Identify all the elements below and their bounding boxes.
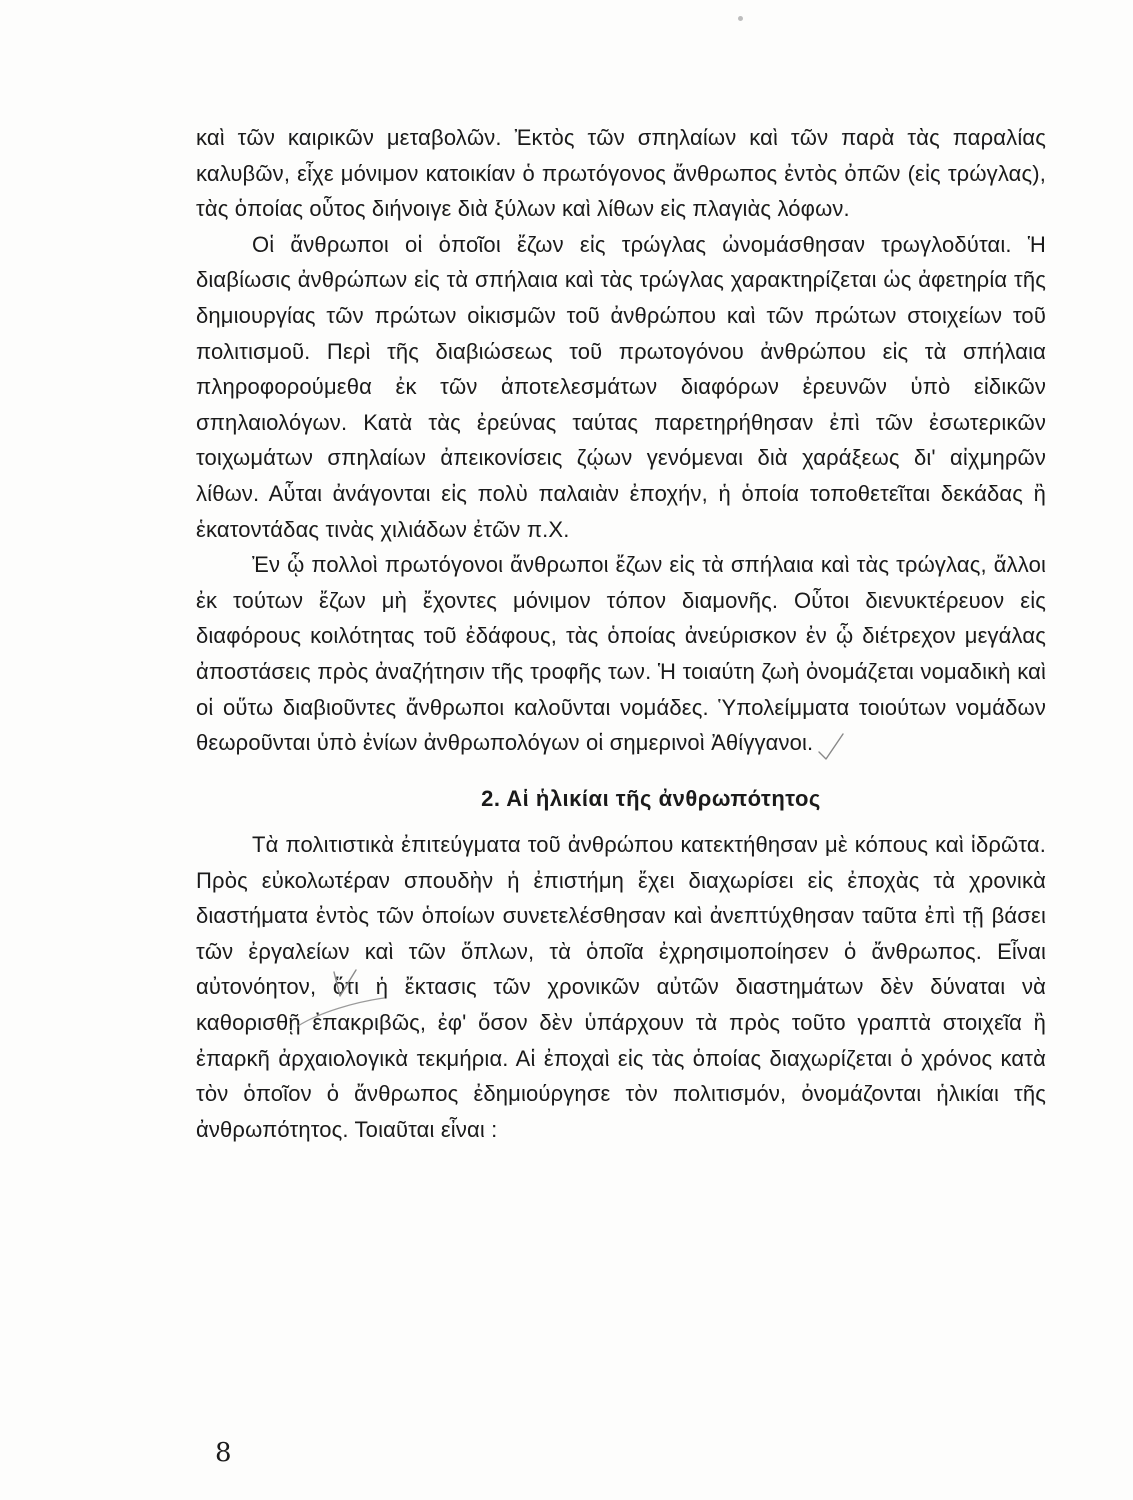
section-heading: 2. Αἱ ἡλικίαι τῆς ἀνθρωπότητος xyxy=(481,786,821,812)
paragraph-2: Οἱ ἄνθρωποι οἱ ὁποῖοι ἔζων εἰς τρώγλας ὠνομάσθησαν τρωγλοδύται. Ἡ διαβίωσις ἀνθρώπων εἰς τὰ σπήλαια καὶ τὰς τρώγλας χαρακτηρίζεται ὡς ἀφετηρία τῆς δημιουργίας τῶν πρώτων οἰκισμῶν τοῦ ἀνθρώπου καὶ τῶν πρώτων στοιχείων τοῦ πολιτισμοῦ. Περὶ τῆς διαβιώσεως τοῦ πρωτογόνου ἀνθρώπου εἰς τὰ σπήλαια πληροφορούμεθα ἐκ τῶν ἀποτελεσμάτων διαφόρων ἐρευνῶν ὑπὸ εἰδικῶν σπηλαιολόγων. Κατὰ τὰς ἐρεύνας ταύτας παρετηρήθησαν ἐπὶ τῶν ἐσωτερικῶν τοιχωμάτων σπηλαίων ἀπεικονίσεις ζῴων γενόμεναι διὰ χαράξεως δι' αἰχμηρῶν λίθων. Αὗται ἀνάγονται εἰς πολὺ παλαιὰν ἐποχήν, ἡ ὁποία τοποθετεῖται δεκάδας ἢ ἑκατοντάδας τινὰς χιλιάδων ἐτῶν π.Χ. xyxy=(196,231,1046,542)
checkmark-icon xyxy=(817,732,847,762)
section-paragraph-1: Τὰ πολιτιστικὰ ἐπιτεύγματα τοῦ ἀνθρώπου κατεκτήθησαν μὲ κόπους καὶ ἱδρῶτα. Πρὸς εὐκολωτέραν σπουδὴν ἡ ἐπιστήμη ἔχει διαχωρίσει εἰς ἐποχὰς τὰ χρονικὰ διαστήματα ἐντὸς τῶν ὁποίων συνετελέσθησαν καὶ ἀνεπτύχθησαν ταῦτα ἐπὶ τῇ βάσει τῶν ἐργαλείων καὶ τῶν ὅπλων, τὰ ὁποῖα ἐχρησιμοποίησεν ὁ ἄνθρωπος. Εἶναι αὐτονόητον, ὅτι ἡ ἔκτασις τῶν χρονικῶν αὐτῶν διαστημάτων δὲν δύναται νὰ καθορισθῇ ἐπακριβῶς, ἐφ' ὅσον δὲν ὑπάρχουν τὰ πρὸς τοῦτο γραπτὰ στοιχεῖα ἢ ἐπαρκῆ ἀρχαιολογικὰ τεκμήρια. Αἱ ἐποχαὶ εἰς τὰς ὁποίας διαχωρίζεται ὁ χρόνος κατὰ τὸν ὁποῖον ὁ ἄνθρωπος ἐδημιούργησε τὸν πολιτισμόν, ὀνομάζονται ἡλικίαι τῆς ἀνθρωπότητος. Τοιαῦται εἶναι : xyxy=(196,832,1046,1142)
paragraph-1: καὶ τῶν καιρικῶν μεταβολῶν. Ἐκτὸς τῶν σπηλαίων καὶ τῶν παρὰ τὰς παραλίας καλυβῶν, εἶχε μόνιμον κατοικίαν ὁ πρωτόγονος ἄνθρωπος ἐντὸς ὀπῶν (εἰς τρώγλας), τὰς ὁποίας οὗτος διήνοιγε διὰ ξύλων καὶ λίθων εἰς πλαγιὰς λόφων. xyxy=(196,125,1046,222)
scan-speck xyxy=(738,16,743,21)
page-number: 8 xyxy=(215,1438,232,1468)
paragraph-3 xyxy=(196,547,1046,762)
paragraph-3-text: Ἐν ᾧ πολλοὶ πρωτόγονοι ἄνθρωποι ἔζων εἰς τὰ σπήλαια καὶ τὰς τρώγλας, ἄλλοι ἐκ τούτων ἔζων μὴ ἔχοντες μόνιμον τόπον διαμονῆς. Οὗτοι διενυκτέρευον εἰς διαφόρους κοιλότητας τοῦ ἐδάφους, τὰς ὁποίας ἀνεύρισκον ἐν ᾧ διέτρεχον μεγάλας ἀποστάσεις πρὸς ἀναζήτησιν τῆς τροφῆς των. Ἡ τοιαύτη ζωὴ ὀνομάζεται νομαδικὴ καὶ οἱ οὕτω διαβιοῦντες ἄνθρωποι καλοῦνται νομάδες. Ὑπολείμματα τοιούτων νομάδων θεωροῦνται ὑπὸ ἐνίων ἀνθρωπολόγων οἱ σημερινοὶ Ἀθίγγανοι. xyxy=(196,552,1046,756)
margin-checkmark-icon xyxy=(296,968,386,1028)
